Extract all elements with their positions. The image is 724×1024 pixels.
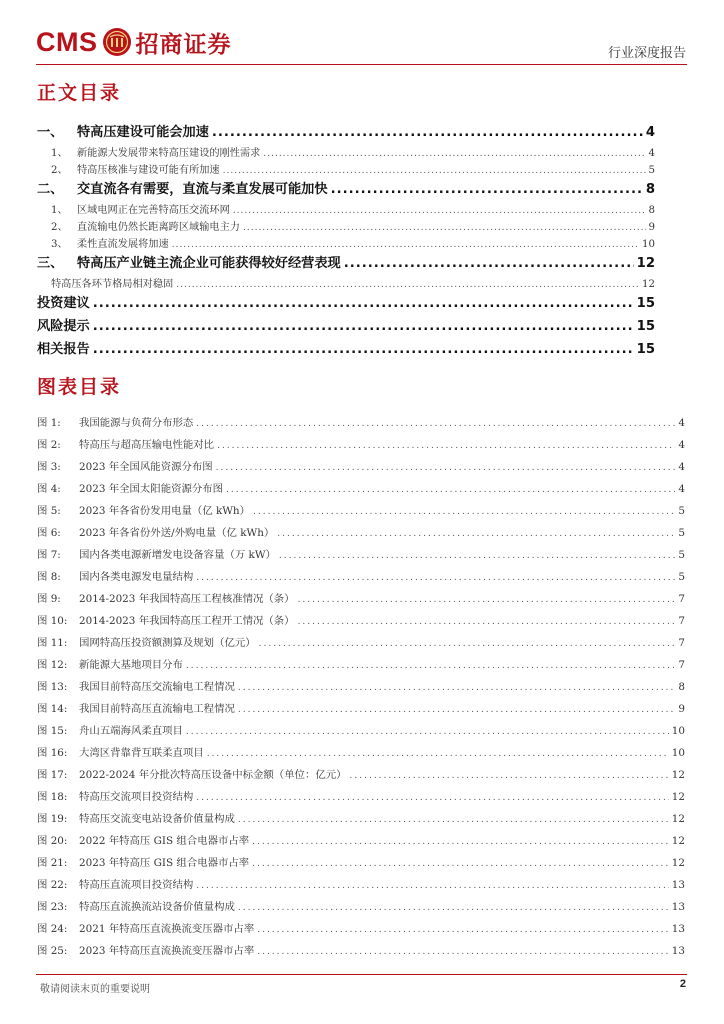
figure-entry-number: 图 10:: [37, 615, 68, 627]
toc-entry[interactable]: [37, 235, 655, 252]
figure-entry-label: [37, 722, 183, 737]
toc-entry[interactable]: [37, 178, 655, 201]
figure-entry-text: 2014-2023 年我国特高压工程开工情况（条）: [79, 615, 295, 627]
figure-entry-label: [37, 678, 235, 693]
figure-entry-number: 图 14:: [37, 703, 68, 715]
figure-dot-leader: [279, 551, 675, 561]
toc-dot-leader: [233, 206, 646, 216]
toc-entry[interactable]: [37, 252, 655, 275]
footer-divider: [36, 974, 687, 975]
figure-entry-text: 特高压与超高压输电性能对比: [79, 439, 215, 451]
toc-dot-leader: [93, 319, 634, 334]
figure-entry-page: 10: [671, 747, 685, 759]
figure-entry[interactable]: [37, 568, 685, 590]
toc-entry-label: [37, 338, 90, 357]
figure-entry-number: 图 12:: [37, 659, 68, 671]
figure-entry-number: 图 20:: [37, 835, 68, 847]
figure-entry-text: 特高压直流项目投资结构: [79, 879, 194, 891]
figure-entry-text: 国内各类电源发电量结构: [79, 571, 194, 583]
figure-entry-page: 13: [671, 879, 685, 891]
figure-entry-number: 图 8:: [37, 571, 61, 583]
figure-entry[interactable]: [37, 942, 685, 964]
figure-entry-page: 4: [678, 439, 685, 451]
figure-entry[interactable]: [37, 414, 685, 436]
toc-entry-page: 8: [648, 205, 655, 216]
figure-entry-label: [37, 480, 223, 495]
toc-entry[interactable]: [37, 315, 655, 338]
figure-entry[interactable]: [37, 854, 685, 876]
figure-entry-number: 图 22:: [37, 879, 68, 891]
toc-entry-label: [51, 144, 260, 159]
figure-dot-leader: [238, 903, 669, 913]
figure-entry-label: [37, 898, 235, 913]
toc-entry-text: 相关报告: [37, 342, 90, 357]
figure-entry[interactable]: [37, 436, 685, 458]
figure-entry-text: 舟山五端海风柔直项目: [79, 725, 183, 737]
toc-entry-label: [51, 201, 230, 216]
figures-title: 图表目录: [37, 376, 122, 398]
figure-entry-number: 图 19:: [37, 813, 68, 825]
toc-entry-page: 15: [636, 342, 655, 357]
figure-entry-text: 我国能源与负荷分布形态: [79, 417, 194, 429]
figure-entry-label: [37, 414, 193, 429]
figure-entry-number: 图 21:: [37, 857, 68, 869]
toc-entry-number: 2、: [51, 222, 68, 233]
page-number: 2: [679, 978, 686, 990]
figure-entry[interactable]: [37, 722, 685, 744]
figure-entry-text: 特高压直流换流站设备价值量构成: [79, 901, 235, 913]
toc-entry-label: [37, 121, 209, 140]
figure-entry-text: 2021 年特高压直流换流变压器市占率: [79, 923, 255, 935]
figure-entry-text: 国网特高压投资额测算及规划（亿元）: [79, 637, 256, 649]
figure-entry-text: 2023 年特高压 GIS 组合电器市占率: [79, 857, 250, 869]
toc-entry-text: 特高压核准与建设可能有所加速: [77, 165, 220, 176]
figure-entry[interactable]: [37, 766, 685, 788]
toc-entry-page: 15: [636, 296, 655, 311]
figure-entry[interactable]: [37, 744, 685, 766]
figure-entry-label: [37, 788, 193, 803]
figure-entry[interactable]: [37, 788, 685, 810]
figure-entry-page: 13: [671, 901, 685, 913]
figure-entry-label: [37, 502, 250, 517]
figure-entry[interactable]: [37, 590, 685, 612]
logo-latin-text: CMS: [36, 26, 98, 57]
figure-entry-page: 7: [678, 593, 685, 605]
toc-entry-page: 8: [645, 182, 655, 197]
figure-entry-text: 国内各类电源新增发电设备容量（万 kW）: [79, 549, 276, 561]
figure-entry-text: 我国目前特高压交流输电工程情况: [79, 681, 235, 693]
figure-entry-text: 2023 年各省份发用电量（亿 kWh）: [79, 505, 251, 517]
toc-entry[interactable]: [37, 338, 655, 361]
toc-dot-leader: [243, 223, 646, 233]
figure-entry-text: 2023 年特高压直流换流变压器市占率: [79, 945, 255, 957]
toc-dot-leader: [93, 296, 634, 311]
toc-entry-label: [51, 235, 169, 250]
figure-entry-page: 9: [678, 703, 685, 715]
figure-dot-leader: [226, 485, 675, 495]
figure-entry-page: 12: [671, 791, 685, 803]
figure-entry-text: 2023 年全国太阳能资源分布图: [79, 483, 224, 495]
figure-dot-leader: [252, 859, 669, 869]
figure-entry-page: 4: [678, 461, 685, 473]
figure-entry-text: 特高压交流变电站设备价值量构成: [79, 813, 235, 825]
figure-dot-leader: [257, 947, 669, 957]
toc-entry-page: 15: [636, 319, 655, 334]
figure-entry-label: [37, 920, 254, 935]
figure-entry-label: [37, 634, 256, 649]
report-type-label: 行业深度报告: [607, 46, 686, 61]
figure-dot-leader: [298, 617, 676, 627]
toc-entry[interactable]: [37, 218, 655, 235]
figure-dot-leader: [252, 837, 669, 847]
figure-entry-label: [37, 854, 249, 869]
toc-dot-leader: [263, 149, 645, 159]
figure-entry-number: 图 1:: [37, 417, 61, 429]
figure-dot-leader: [186, 661, 675, 671]
figure-entry-text: 2023 年各省份外送/外购电量（亿 kWh）: [79, 527, 275, 539]
figure-dot-leader: [257, 925, 669, 935]
figure-entry-label: [37, 656, 183, 671]
toc-entry-number: 三、: [37, 256, 64, 271]
figure-entry-page: 5: [678, 571, 685, 583]
figure-entry-label: [37, 568, 193, 583]
figure-entry-number: 图 9:: [37, 593, 61, 605]
figure-entry-label: [37, 524, 274, 539]
toc-entry-page: 4: [645, 125, 655, 140]
toc-entry-number: 2、: [51, 165, 68, 176]
toc-entry-number: 二、: [37, 182, 64, 197]
figure-dot-leader: [298, 595, 676, 605]
figure-entry[interactable]: [37, 546, 685, 568]
figure-dot-leader: [196, 419, 675, 429]
toc-entry-page: 10: [642, 239, 655, 250]
figure-entry-number: 图 6:: [37, 527, 61, 539]
figure-entry-number: 图 25:: [37, 945, 68, 957]
figure-entry[interactable]: [37, 898, 685, 920]
figure-entry-text: 特高压交流项目投资结构: [79, 791, 194, 803]
figure-entry[interactable]: [37, 502, 685, 524]
figure-entry-page: 5: [678, 549, 685, 561]
figure-entry-number: 图 5:: [37, 505, 61, 517]
toc-dot-leader: [212, 125, 643, 140]
figure-entry-number: 图 24:: [37, 923, 68, 935]
figure-entry-label: [37, 766, 347, 781]
toc-entry-number: 1、: [51, 148, 68, 159]
figure-entry[interactable]: [37, 810, 685, 832]
figure-entry[interactable]: [37, 920, 685, 942]
figure-entry-text: 2022-2024 年分批次特高压设备中标金额（单位：亿元）: [79, 769, 347, 781]
figure-entry[interactable]: [37, 656, 685, 678]
toc-entry[interactable]: [37, 144, 655, 161]
toc-dot-leader: [223, 166, 646, 176]
figure-entry[interactable]: [37, 458, 685, 480]
figure-entry-label: [37, 832, 249, 847]
figure-entry-page: 13: [671, 923, 685, 935]
figure-dot-leader: [186, 727, 669, 737]
figure-entry-number: 图 23:: [37, 901, 68, 913]
figure-dot-leader: [207, 749, 669, 759]
figure-entry-page: 7: [678, 637, 685, 649]
toc-title: 正文目录: [37, 82, 122, 104]
figure-entry-text: 我国目前特高压直流输电工程情况: [79, 703, 235, 715]
figure-entry-page: 5: [678, 505, 685, 517]
figures-list: [37, 414, 685, 964]
figure-entry-page: 5: [678, 527, 685, 539]
logo-emblem-icon: [102, 27, 132, 57]
toc-entry-text: 柔性直流发展将加速: [77, 239, 169, 250]
figure-entry[interactable]: [37, 876, 685, 898]
header-divider: [36, 64, 687, 65]
toc-entry-label: [37, 315, 90, 334]
toc-entry[interactable]: [37, 201, 655, 218]
toc-entry-label: [37, 178, 328, 197]
toc-dot-leader: [331, 182, 643, 197]
footer-disclaimer-note: 敬请阅读末页的重要说明: [40, 984, 150, 995]
figure-dot-leader: [350, 771, 669, 781]
figure-dot-leader: [216, 463, 676, 473]
toc-dot-leader: [93, 342, 634, 357]
figure-entry-page: 4: [678, 417, 685, 429]
figure-entry-label: [37, 942, 254, 957]
figure-entry-number: 图 2:: [37, 439, 61, 451]
toc-entry-label: [51, 161, 220, 176]
figure-dot-leader: [238, 815, 669, 825]
figure-entry-number: 图 7:: [37, 549, 61, 561]
toc-list: [37, 121, 655, 361]
figure-entry-page: 12: [671, 835, 685, 847]
toc-entry-page: 4: [648, 148, 655, 159]
toc-entry-text: 直流输电仍然长距离跨区域输电主力: [77, 222, 240, 233]
page-header: [0, 0, 724, 70]
figure-entry-label: [37, 876, 193, 891]
figure-entry-label: [37, 612, 295, 627]
figure-entry-page: 10: [671, 725, 685, 737]
toc-entry[interactable]: [37, 275, 655, 292]
figure-entry-page: 12: [671, 813, 685, 825]
figure-entry-page: 7: [678, 615, 685, 627]
figure-entry[interactable]: [37, 832, 685, 854]
figure-dot-leader: [196, 881, 668, 891]
toc-entry-text: 投资建议: [37, 296, 90, 311]
figure-entry-label: [37, 744, 204, 759]
figure-dot-leader: [217, 441, 675, 451]
figure-dot-leader: [253, 507, 675, 517]
toc-entry-text: 特高压产业链主流企业可能获得较好经营表现: [77, 256, 341, 271]
figure-entry[interactable]: [37, 678, 685, 700]
figure-entry-page: 12: [671, 857, 685, 869]
figure-entry-page: 13: [671, 945, 685, 957]
figure-entry-label: [37, 546, 276, 561]
figure-dot-leader: [196, 573, 675, 583]
figure-entry-label: [37, 436, 214, 451]
figure-entry-number: 图 18:: [37, 791, 68, 803]
figure-entry-number: 图 15:: [37, 725, 68, 737]
figure-entry-number: 图 3:: [37, 461, 61, 473]
figure-dot-leader: [238, 705, 676, 715]
figure-entry-number: 图 16:: [37, 747, 68, 759]
figure-dot-leader: [196, 793, 668, 803]
figure-entry-number: 图 11:: [37, 637, 68, 649]
toc-entry-text: 区域电网正在完善特高压交流环网: [77, 205, 230, 216]
figure-entry-page: 7: [678, 659, 685, 671]
figure-entry[interactable]: [37, 634, 685, 656]
figure-dot-leader: [259, 639, 676, 649]
toc-entry-number: 1、: [51, 205, 68, 216]
figure-entry-label: [37, 458, 213, 473]
logo-chinese-text: 招商证券: [135, 31, 232, 58]
toc-entry-page: 12: [636, 256, 655, 271]
figure-entry-page: 8: [678, 681, 685, 693]
figure-entry-text: 新能源大基地项目分布: [79, 659, 183, 671]
figure-entry-number: 图 17:: [37, 769, 68, 781]
company-logo: [36, 24, 232, 60]
figure-entry-text: 大湾区背靠背互联柔直项目: [79, 747, 204, 759]
toc-entry-label: [51, 275, 173, 290]
toc-entry-text: 交直流各有需要，直流与柔直发展可能加快: [77, 182, 328, 197]
toc-entry-text: 特高压建设可能会加速: [77, 125, 209, 140]
toc-entry-page: 9: [648, 222, 655, 233]
toc-entry[interactable]: [37, 121, 655, 144]
figure-entry[interactable]: [37, 524, 685, 546]
toc-dot-leader: [344, 256, 634, 271]
figure-entry[interactable]: [37, 612, 685, 634]
toc-entry[interactable]: [37, 161, 655, 178]
figure-entry-label: [37, 810, 235, 825]
figure-entry-number: 图 13:: [37, 681, 68, 693]
figure-entry-text: 2023 年全国风能资源分布图: [79, 461, 213, 473]
toc-entry[interactable]: [37, 292, 655, 315]
toc-dot-leader: [176, 280, 639, 290]
figure-entry-label: [37, 700, 235, 715]
figure-entry-text: 2022 年特高压 GIS 组合电器市占率: [79, 835, 250, 847]
figure-dot-leader: [277, 529, 675, 539]
toc-entry-text: 特高压各环节格局相对稳固: [51, 279, 174, 290]
figure-entry-page: 4: [678, 483, 685, 495]
toc-entry-page: 5: [648, 165, 655, 176]
toc-entry-text: 风险提示: [37, 319, 90, 334]
toc-entry-page: 12: [642, 279, 655, 290]
figure-entry-page: 12: [671, 769, 685, 781]
toc-entry-label: [37, 252, 341, 271]
figure-entry-text: 2014-2023 年我国特高压工程核准情况（条）: [79, 593, 295, 605]
figure-entry[interactable]: [37, 700, 685, 722]
toc-entry-number: 3、: [51, 239, 68, 250]
toc-dot-leader: [172, 240, 639, 250]
toc-entry-text: 新能源大发展带来特高压建设的刚性需求: [77, 148, 261, 159]
figure-entry-label: [37, 590, 295, 605]
toc-entry-number: 一、: [37, 125, 64, 140]
figure-entry-number: 图 4:: [37, 483, 61, 495]
figure-entry[interactable]: [37, 480, 685, 502]
toc-entry-label: [37, 292, 90, 311]
toc-entry-label: [51, 218, 240, 233]
figure-dot-leader: [238, 683, 676, 693]
